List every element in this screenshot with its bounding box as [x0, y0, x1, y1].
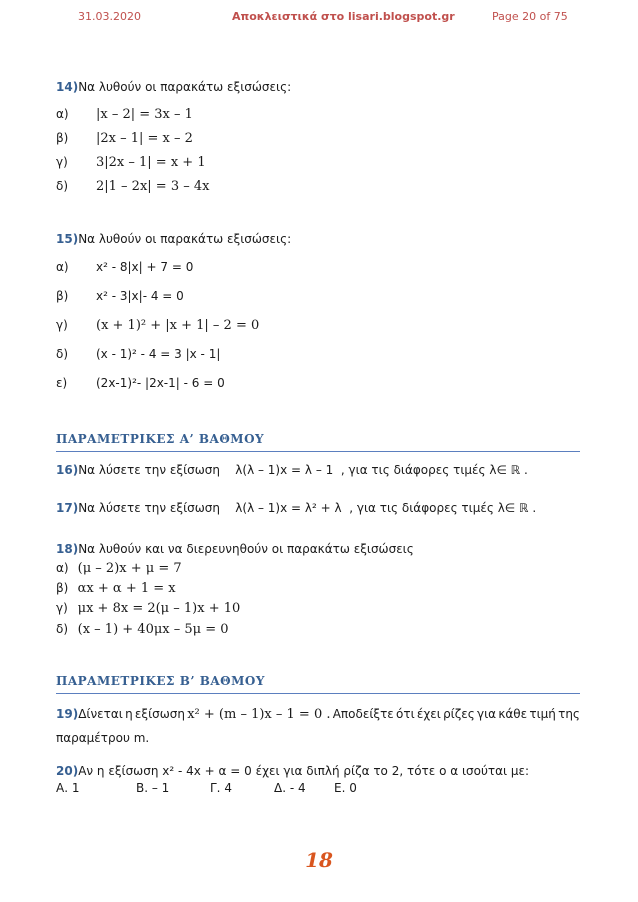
q14-item-d-expr: 2|1 – 2x| = 3 – 4x	[96, 179, 210, 194]
q17	[56, 501, 536, 515]
section-divider-b	[56, 693, 580, 694]
q16-tail: , για τις διάφορες τιμές λ∈ ℝ .	[340, 463, 528, 477]
q18-item-a-label: α)	[56, 561, 69, 575]
q15-item-c-expr: (x + 1)² + |x + 1| – 2 = 0	[96, 318, 260, 333]
q19-equation: x² + (m – 1)x – 1 = 0 .	[187, 707, 331, 722]
q15-heading	[56, 232, 291, 246]
q18-item-d	[56, 622, 229, 637]
q15-item-a	[56, 260, 193, 274]
q15-item-e-label: ε)	[56, 376, 68, 390]
footer-page-number: 18	[305, 848, 333, 872]
q14-item-a-expr: |x – 2| = 3x – 1	[96, 107, 193, 122]
q19-word-2: εξίσωση	[134, 707, 185, 721]
q18-item-c-expr: μx + 8x = 2(μ – 1)x + 10	[77, 601, 241, 616]
q20-option-c: Γ. 4	[210, 781, 232, 795]
section-heading-a: ΠΑΡΑΜΕΤΡΙΚΕΣ Α’ ΒΑΘΜΟΥ	[56, 432, 265, 446]
q14-item-a-label: α)	[56, 107, 69, 121]
q15-item-a-expr: x² - 8|x| + 7 = 0	[96, 260, 194, 274]
q15-item-d-expr: (x - 1)² - 4 = 3 |x - 1|	[96, 347, 221, 361]
q14-item-a	[56, 107, 193, 122]
q14-text: Να λυθούν οι παρακάτω εξισώσεις:	[78, 80, 292, 94]
q15-number: 15)	[56, 232, 79, 246]
section-heading-b: ΠΑΡΑΜΕΤΡΙΚΕΣ Β’ ΒΑΘΜΟΥ	[56, 674, 265, 688]
q19-line-1	[56, 707, 580, 722]
header-page-number: Page 20 of 75	[492, 10, 568, 23]
q15-item-a-label: α)	[56, 260, 69, 274]
q16	[56, 463, 528, 477]
q14-heading	[56, 80, 291, 94]
q18-text: Να λυθούν και να διερευνηθούν οι παρακάτω εξισώσεις	[78, 542, 414, 556]
q17-equation: λ(λ – 1)x = λ² + λ	[235, 501, 342, 515]
q14-item-b	[56, 131, 193, 146]
q18-item-b-label: β)	[56, 581, 69, 595]
q15-item-b-expr: x² - 3|x|- 4 = 0	[96, 289, 184, 303]
q18-item-b	[56, 581, 176, 596]
q18-item-d-expr: (x – 1) + 40μx – 5μ = 0	[77, 622, 229, 637]
q18-item-d-label: δ)	[56, 622, 69, 636]
q15-item-b-label: β)	[56, 289, 69, 303]
q15-item-b	[56, 289, 184, 303]
q14-number: 14)	[56, 80, 79, 94]
q15-item-e-expr: (2x-1)²- |2x-1| - 6 = 0	[96, 376, 225, 390]
q20-text: Αν η εξίσωση x² - 4x + α = 0 έχει για διπλή ρίζα το 2, τότε ο α ισούται με:	[78, 764, 530, 778]
q19-word-11: της	[558, 707, 580, 721]
q19-word-0: Δίνεται	[78, 707, 123, 721]
q18-heading	[56, 542, 414, 556]
q19-word-4: Αποδείξτε	[332, 707, 394, 721]
q19-word-9: κάθε	[498, 707, 528, 721]
header-date: 31.03.2020	[78, 10, 141, 23]
q15-item-e	[56, 376, 225, 390]
q16-number: 16)	[56, 463, 79, 477]
q19-word	[56, 707, 123, 721]
q17-text: Να λύσετε την εξίσωση	[78, 501, 221, 515]
q14-item-c	[56, 155, 206, 170]
q15-item-c-label: γ)	[56, 318, 68, 332]
q14-item-c-expr: 3|2x – 1| = x + 1	[96, 155, 206, 170]
q18-item-c-label: γ)	[56, 601, 68, 615]
section-divider-a	[56, 451, 580, 452]
q16-equation: λ(λ – 1)x = λ – 1	[235, 463, 334, 477]
q15-text: Να λυθούν οι παρακάτω εξισώσεις:	[78, 232, 292, 246]
q14-item-b-label: β)	[56, 131, 69, 145]
q19-number: 19)	[56, 707, 79, 721]
q17-tail: , για τις διάφορες τιμές λ∈ ℝ .	[349, 501, 537, 515]
q19-word-8: για	[477, 707, 497, 721]
q15-item-d-label: δ)	[56, 347, 69, 361]
q14-item-c-label: γ)	[56, 155, 68, 169]
q16-text: Να λύσετε την εξίσωση	[78, 463, 221, 477]
q20-number: 20)	[56, 764, 79, 778]
q14-item-b-expr: |2x – 1| = x – 2	[96, 131, 193, 146]
q20-option-d: Δ. - 4	[274, 781, 306, 795]
q19-word-1: η	[125, 707, 133, 721]
q19-word-10: τιμή	[529, 707, 556, 721]
header-site: Αποκλειστικά στο lisari.blogspot.gr	[232, 10, 455, 23]
q20-option-b: Β. – 1	[136, 781, 170, 795]
q19-word-6: έχει	[416, 707, 441, 721]
q15-item-c	[56, 318, 259, 333]
q14-item-d-label: δ)	[56, 179, 69, 193]
q18-item-a-expr: (μ – 2)x + μ = 7	[77, 561, 182, 576]
q19	[56, 707, 580, 745]
q20-options	[56, 781, 357, 795]
q20-option-a: Α. 1	[56, 781, 80, 795]
q17-number: 17)	[56, 501, 79, 515]
q20-option-e: Ε. 0	[334, 781, 357, 795]
q18-number: 18)	[56, 542, 79, 556]
q18-item-b-expr: αx + α + 1 = x	[77, 581, 176, 596]
q18-item-c	[56, 601, 240, 616]
q19-line-2: παραμέτρου m.	[56, 731, 150, 745]
page-header	[0, 10, 638, 26]
q18-item-a	[56, 561, 182, 576]
q19-word-7: ρίζες	[443, 707, 475, 721]
q20-heading	[56, 764, 529, 778]
q19-word-5: ότι	[396, 707, 415, 721]
q14-item-d	[56, 179, 209, 194]
q15-item-d	[56, 347, 220, 361]
